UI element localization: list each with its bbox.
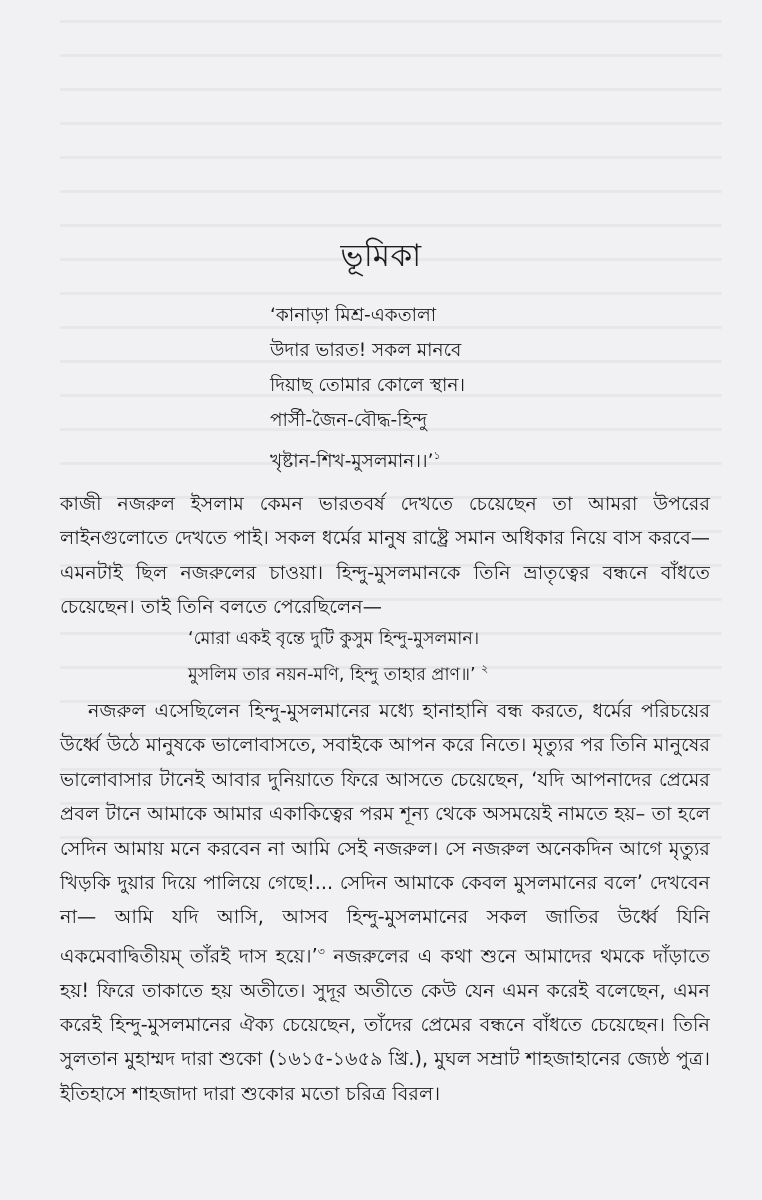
- quote-line-last: [188, 654, 488, 690]
- poem-line: উদার ভারত! সকল মানবে: [270, 340, 462, 361]
- paragraph-2-text-a: নজরুল এসেছিলেন হিন্দু-মুসলমানের মধ্যে হানাহানি বন্ধ করতে, ধর্মের পরিচয়ের উর্ধ্বে উঠে মানুষকে ভালোবাসতে, সবাইকে আপন করে নিতে। মৃত্যুর পর তিনি মানুষের ভালোবাসার টানেই আবার দুনিয়াতে ফিরে আসতে চেয়েছেন, ‘যদি আপনাদের প্রেমের প্রবল টানে আমাকে আমার একাকিত্বের পরম শূন্য থেকে অসময়েই নামতে হয়– তা হলে সেদিন আমায় মনে করবেন না আমি সেই নজরুল। সে নজরুল অনেকদিন আগে মৃত্যুর খিড়কি দুয়ার দিয়ে পালিয়ে গেছে!... সেদিন আমাকে কেবল মুসলমানের বলে’ দেখবেন না— আমি যদি আসি, আসব হিন্দু-মুসলমানের সকল জাতির উর্ধ্বে যিনি একমেবাদ্বিতীয়ম্ তাঁরই দাস হয়ে।’: [60, 699, 710, 968]
- footnote-mark: ১: [433, 449, 441, 462]
- paragraph-2-text-b: নজরুলের এ কথা শুনে আমাদের থমকে দাঁড়াতে হয়! ফিরে তাকাতে হয় অতীতে। সুদূর অতীতে কেউ যেন এমন করেই বলেছেন, এমন করেই হিন্দু-মুসলমানের ঐক্য চেয়েছেন, তাঁদের প্রেমের বন্ধনে বাঁধতে চেয়েছেন। তিনি সুলতান মুহাম্মদ দারা শুকো (১৬১৫-১৬৫৯ খ্রি.), মুঘল সম্রাট শাহজাহানের জ্যেষ্ঠ পুত্র। ইতিহাসে শাহজাদা দারা শুকোর মতো চরিত্র বিরল।: [60, 944, 710, 1105]
- poem-line-last: [270, 438, 465, 479]
- quote-line: ‘মোরা একই বৃন্তে দুটি কুসুম হিন্দু-মুসলমান।: [188, 629, 480, 649]
- quote-line-text: মুসলিম তার নয়ন-মণি, হিন্দু তাহার প্রাণ॥’: [188, 665, 476, 685]
- poem-line-text: খৃষ্টান-শিখ-মুসলমান।।’: [270, 451, 434, 472]
- poem-epigraph: [270, 298, 465, 479]
- paragraph-2: [60, 694, 710, 1111]
- page-title: ভূমিকা: [340, 238, 422, 274]
- footnote-mark: ২: [481, 662, 489, 675]
- paragraph-1: কাজী নজরুল ইসলাম কেমন ভারতবর্ষ দেখতে চেয়েছেন তা আমরা উপরের লাইনগুলোতে দেখতে পাই। সকল ধর্মের মানুষ রাষ্ট্রে সমান অধিকার নিয়ে বাস করবে— এমনটাই ছিল নজরুলের চাওয়া। হিন্দু-মুসলমানকে তিনি ভ্রাতৃত্বের বন্ধনে বাঁধতে চেয়েছেন। তাই তিনি বলতে পেরেছিলেন—: [60, 492, 710, 619]
- footnote-mark: ৩: [317, 944, 325, 958]
- poem-line: ‘কানাড়া মিশ্র-একতালা: [270, 305, 437, 326]
- poem-line: পার্সী-জৈন-বৌদ্ধ-হিন্দু: [270, 410, 428, 431]
- block-quote: [188, 624, 488, 690]
- poem-line: দিয়াছ তোমার কোলে স্থান।: [270, 375, 465, 396]
